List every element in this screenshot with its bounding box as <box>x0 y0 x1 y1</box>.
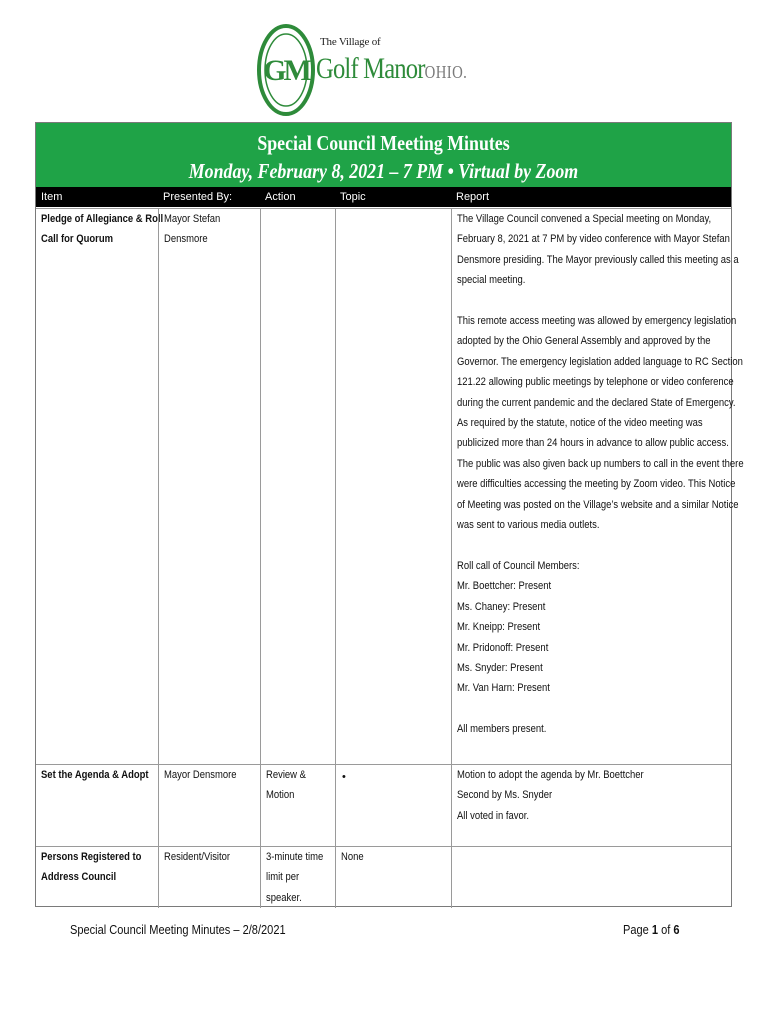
report-cell <box>451 847 731 908</box>
logo-name: Golf ManorOHIO. <box>316 52 468 85</box>
header-report: Report <box>456 191 490 203</box>
logo-village-of: The Village of <box>320 36 381 48</box>
action-cell: Review & Motion <box>260 765 335 847</box>
table-row <box>36 846 731 908</box>
header-presented-by: Presented By: <box>163 191 233 203</box>
title-banner <box>36 123 731 187</box>
table-row <box>36 208 744 765</box>
item-cell: Pledge of Allegiance & Roll Call for Quorum <box>41 213 164 246</box>
topic-cell <box>335 765 451 847</box>
header-item: Item <box>41 191 63 203</box>
report-cell: The Village Council convened a Special meeting on Monday, February 8, 2021 at 7 PM by video conference with Mayor Stefan Densmore presiding. The Mayor previously called this meeting as a special meeting. This remote access meeting was allowed by emergency legislation adopted by the Ohio General Assembly and approved by the Governor. The emergency legislation added language to RC Section 121.22 allowing public meetings by telephone or video conference during the current pandemic and the declared State of Emergency. As required by the statute, notice of the video meeting was publicized more than 24 hours in advance to allow public access. The public was also given back up numbers to call in the event there were difficulties accessing the meeting by Zoom video. This Notice of Meeting was posted on the Village’s website and a similar Notice was sent to various media outlets. Roll call of Council Members: Mr. Boettcher: Present Ms. Chaney: Present Mr. Kneipp: Present Mr. Pridonoff: Present Ms. Snyder: Present Mr. Van Harn: Present All members present. <box>451 209 731 765</box>
table-row <box>36 764 731 847</box>
minutes-table <box>35 122 744 907</box>
bullet-icon: • <box>342 771 346 783</box>
header-action: Action <box>265 191 296 203</box>
monogram: GM <box>263 54 309 87</box>
page-number: Page 1 of 6 <box>623 922 680 937</box>
footer-title: Special Council Meeting Minutes – 2/8/2021 <box>70 922 286 937</box>
logo-state: OHIO. <box>424 62 468 82</box>
presented-by-cell: Mayor Stefan Densmore <box>158 209 260 765</box>
presented-by-cell: Mayor Densmore <box>158 765 260 847</box>
action-cell <box>260 209 335 765</box>
topic-cell <box>335 209 451 765</box>
header-topic: Topic <box>340 191 366 203</box>
presented-by-cell: Resident/Visitor <box>158 847 260 908</box>
item-cell: Set the Agenda & Adopt <box>41 769 149 781</box>
village-logo <box>256 22 476 118</box>
table-header <box>36 187 731 207</box>
document-title: Special Council Meeting Minutes <box>257 131 510 155</box>
item-cell: Persons Registered to Address Council <box>41 851 142 884</box>
topic-cell: None <box>335 847 451 908</box>
meeting-date-subtitle: Monday, February 8, 2021 – 7 PM • Virtual by Zoom <box>188 159 579 183</box>
report-cell: Motion to adopt the agenda by Mr. Boettcher Second by Ms. Snyder All voted in favor. <box>451 765 731 847</box>
gm-seal-icon <box>256 22 316 118</box>
action-cell: 3-minute time limit per speaker. <box>260 847 335 908</box>
